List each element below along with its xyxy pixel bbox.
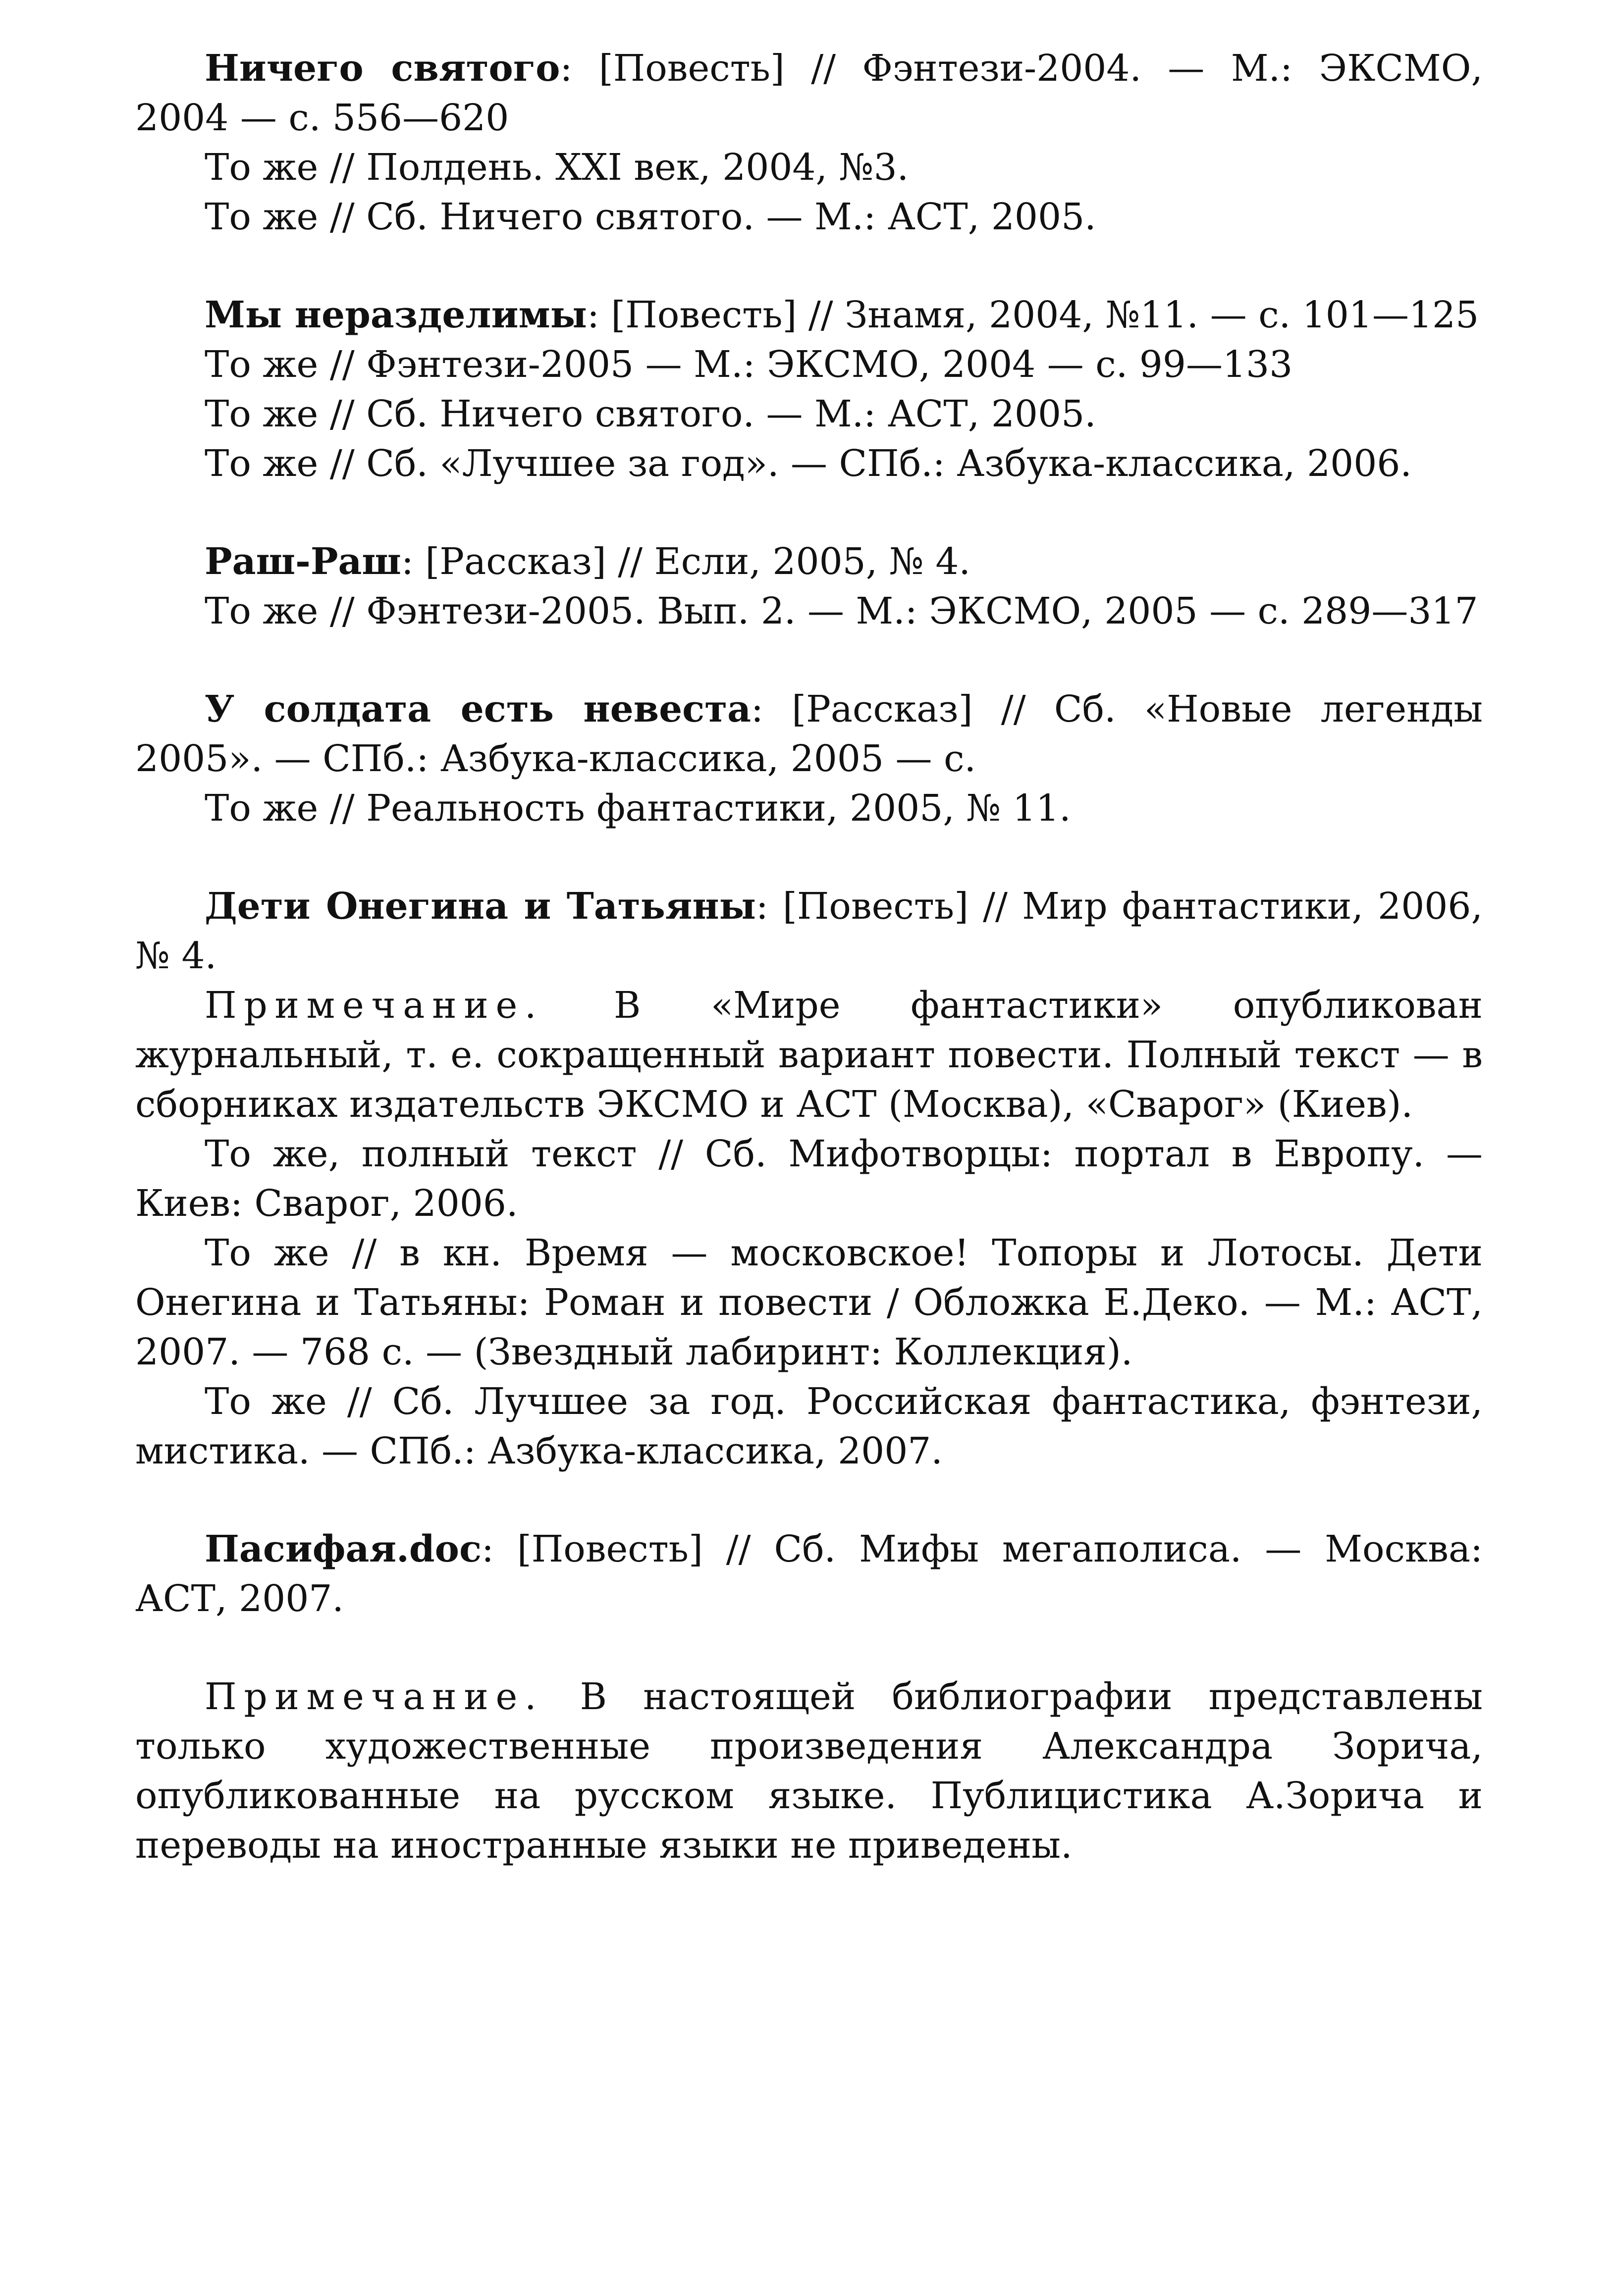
entry-reprint-line: То же // Сб. Лучшее за год. Российская фантастика, фэнтези, мистика. — СПб.: Азбука-классика, 2007. — [135, 1380, 1483, 1472]
entry-citation: : [Повесть] // Фэнтези-2004. — М.: ЭКСМО, 2004 — с. 556—620 — [135, 47, 1483, 139]
entry-reprint-line: То же // Сб. Ничего святого. — М.: АСТ, 2005. — [205, 393, 1096, 435]
entry-title: Дети Онегина и Татьяны — [205, 885, 756, 928]
entry-citation: : [Повесть] // Знамя, 2004, №11. — с. 101—125 — [587, 294, 1479, 336]
entry-reprint-line: То же // Фэнтези-2005 — М.: ЭКСМО, 2004 — с. 99—133 — [205, 343, 1293, 386]
entry-main-line — [135, 882, 1483, 981]
entry-main-line — [135, 1524, 1483, 1623]
note-label: Примечание. — [205, 1675, 544, 1718]
entry-main-line — [135, 537, 1483, 586]
entry-main-line — [135, 684, 1483, 783]
entry-reprint-line: То же // в кн. Время — московское! Топоры и Лотосы. Дети Онегина и Татьяны: Роман и повести / Обложка Е.Деко. — М.: АСТ, 2007. — 768 с. — (Звездный лабиринт: Коллекция). — [135, 1232, 1483, 1373]
entry-reprint-line: То же // Полдень. XXI век, 2004, №3. — [205, 146, 909, 189]
entry-u-soldata — [135, 684, 1483, 833]
final-note-paragraph — [135, 1672, 1483, 1870]
entry-title: Пасифая.doc — [205, 1528, 482, 1570]
entry-reprint-line: То же, полный текст // Сб. Мифотворцы: портал в Европу. — Киев: Сварог, 2006. — [135, 1133, 1483, 1225]
entry-nichego-svyatogo — [135, 44, 1483, 242]
entry-title: Мы неразделимы — [205, 294, 587, 336]
entry-main-line — [135, 290, 1483, 340]
entry-main-line — [135, 44, 1483, 143]
note-label: Примечание. — [205, 984, 544, 1027]
entry-note — [135, 981, 1483, 1129]
note-text: В настоящей библиографии представлены только художественные произведения Александра Зорича, опубликованные на русском языке. Публицистика А.Зорича и переводы на иностранные языки не приведены. — [135, 1675, 1483, 1867]
entry-citation: : [Повесть] // Сб. Мифы мегаполиса. — Москва: АСТ, 2007. — [135, 1528, 1483, 1620]
entry-title: Раш-Раш — [205, 540, 401, 583]
note-text: В «Мире фантастики» опубликован журнальный, т. е. сокращенный вариант повести. Полный текст — в сборниках издательств ЭКСМО и АСТ (Москва), «Сварог» (Киев). — [135, 984, 1483, 1126]
entry-citation: : [Повесть] // Мир фантастики, 2006, № 4. — [135, 885, 1483, 977]
entry-title: У солдата есть невеста — [205, 688, 752, 731]
entry-title: Ничего святого — [205, 47, 560, 90]
entry-reprint-line: То же // Фэнтези-2005. Вып. 2. — М.: ЭКСМО, 2005 — с. 289—317 — [205, 590, 1478, 632]
entry-reprint-line: То же // Реальность фантастики, 2005, № 11. — [205, 787, 1071, 830]
entry-citation: : [Рассказ] // Сб. «Новые легенды 2005». — СПб.: Азбука-классика, 2005 — с. — [135, 688, 1483, 780]
bibliography-final-note — [135, 1672, 1483, 1870]
entry-deti-onegina — [135, 882, 1483, 1476]
entry-pasifaya — [135, 1524, 1483, 1623]
entry-reprint-line: То же // Сб. «Лучшее за год». — СПб.: Азбука-классика, 2006. — [205, 442, 1412, 485]
bibliography-page — [135, 44, 1483, 1870]
entry-citation: : [Рассказ] // Если, 2005, № 4. — [401, 540, 970, 583]
entry-rash-rash — [135, 537, 1483, 636]
entry-my-nerazdelimy — [135, 290, 1483, 488]
entry-reprint-line: То же // Сб. Ничего святого. — М.: АСТ, 2005. — [205, 196, 1096, 238]
